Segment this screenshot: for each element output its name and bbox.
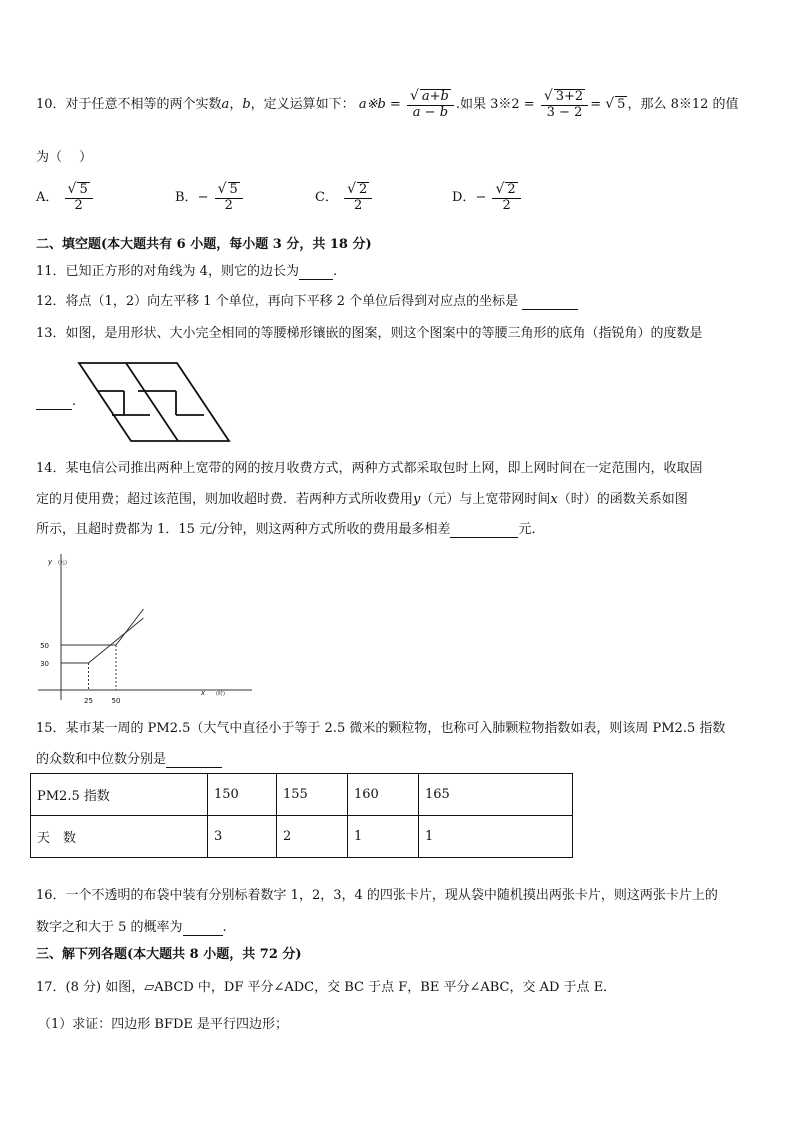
answer-blank bbox=[166, 752, 222, 768]
table-cell: 天 数 bbox=[31, 816, 208, 858]
section-2-heading: 二、填空题(本大题共有 6 小题，每小题 3 分，共 18 分) bbox=[36, 237, 372, 252]
q16-line1: 16．一个不透明的布袋中装有分别标着数字 1，2，3，4 的四张卡片，现从袋中随机摸出两张卡片，则这两张卡片上的 bbox=[36, 888, 718, 903]
option-c: C． $\frac{√ 2}{2}$ bbox=[315, 181, 374, 214]
tess-line bbox=[126, 363, 178, 441]
answer-blank bbox=[299, 264, 333, 280]
answer-blank bbox=[183, 920, 223, 936]
q12: 12．将点（1，2）向左平移 1 个单位，再向下平移 2 个单位后得到对应点的坐标是 bbox=[36, 290, 578, 310]
y-axis-label: y bbox=[48, 558, 53, 566]
q10-line1: 10．对于任意不相等的两个实数a，b，定义运算如下： a※b = $\frac{√ a+b}{a - b}$ .如果 3※2 = $\frac{√ 3+2}{3 - 2}$ = √ 5 ，那么 8※12 的值 bbox=[36, 88, 739, 120]
q15-line2: 的众数和中位数分别是 bbox=[36, 748, 222, 768]
table-row bbox=[31, 774, 573, 816]
fee-function-chart bbox=[30, 548, 270, 708]
q13-blank-line: . bbox=[36, 394, 76, 410]
def-fraction: $\frac{√ a+b}{a - b}$ bbox=[407, 88, 454, 121]
def-lhs: a※b = bbox=[358, 96, 401, 112]
q10-line2: 为（ ） bbox=[36, 150, 93, 165]
q16-line2: 数字之和大于 5 的概率为 . bbox=[36, 920, 227, 935]
table-cell: 150 bbox=[208, 774, 277, 816]
y-tick-label: 30 bbox=[40, 660, 49, 668]
outer-parallelogram bbox=[79, 363, 229, 441]
q14-line2: 定的月使用费；超过该范围，则加收超时费．若两种方式所收费用y（元）与上宽带网时间x（时）的函数关系如图 bbox=[36, 492, 688, 507]
trapezoid-tessellation-figure bbox=[76, 360, 232, 444]
sqrt-sign: √ bbox=[409, 88, 419, 104]
x-tick-label: 25 bbox=[84, 697, 93, 705]
section-3-heading: 三、解下列各题(本大题共 8 小题，共 72 分) bbox=[36, 947, 302, 962]
answer-blank bbox=[36, 394, 72, 410]
table-cell: 2 bbox=[277, 816, 348, 858]
q14-line3: 所示，且超时费都为 1．15 元/分钟，则这两种方式所收的费用最多相差 元． bbox=[36, 522, 545, 537]
table-cell: 3 bbox=[208, 816, 277, 858]
option-b: B．− $\frac{√ 5}{2}$ bbox=[175, 181, 245, 214]
var-a: a bbox=[221, 96, 230, 112]
x-tick-label: 50 bbox=[111, 697, 121, 705]
table-cell: 160 bbox=[348, 774, 419, 816]
var-b: b bbox=[242, 96, 251, 112]
table-cell: 165 bbox=[419, 774, 573, 816]
pm25-table bbox=[30, 773, 573, 858]
q14-line1: 14．某电信公司推出两种上宽带的网的按月收费方式，两种方式都采取包时上网，即上网时间在一定范围内，收取固 bbox=[36, 461, 703, 476]
q11: 11．已知正方形的对角线为 4，则它的边长为 . bbox=[36, 264, 338, 279]
table-cell: 1 bbox=[419, 816, 573, 858]
table-cell: 155 bbox=[277, 774, 348, 816]
var-x: x bbox=[550, 492, 558, 507]
var-y: y bbox=[413, 492, 421, 507]
x-axis-unit: (时) bbox=[216, 691, 225, 697]
option-a: A． $\frac{√ 5}{2}$ bbox=[36, 181, 95, 214]
q13: 13．如图，是用形状、大小完全相同的等腰梯形镶嵌的图案，则这个图案中的等腰三角形的底角（指锐角）的度数是 bbox=[36, 326, 703, 341]
option-d: D．− $\frac{√ 2}{2}$ bbox=[452, 181, 523, 214]
x-axis-label: x bbox=[201, 689, 206, 697]
answer-blank bbox=[522, 294, 578, 310]
y-axis-unit: (元) bbox=[58, 560, 67, 566]
table-cell: 1 bbox=[348, 816, 419, 858]
table-row bbox=[31, 816, 573, 858]
q10-options bbox=[36, 181, 576, 225]
q15-line1: 15．某市某一周的 PM2.5（大气中直径小于等于 2.5 微米的颗粒物，也称可入肺颗粒物指数如表，则该周 PM2.5 指数 bbox=[36, 721, 726, 736]
q17-sub1: （1）求证：四边形 BFDE 是平行四边形； bbox=[38, 1017, 289, 1032]
sqrt-sign: √ bbox=[605, 95, 615, 112]
series-line-2 bbox=[61, 609, 144, 645]
answer-blank bbox=[450, 522, 518, 538]
example-fraction: $\frac{√ 3+2}{3 - 2}$ bbox=[541, 88, 588, 121]
q17: 17．(8 分) 如图，▱ABCD 中，DF 平分∠ADC，交 BC 于点 F，BE 平分∠ABC，交 AD 于点 E． bbox=[36, 980, 617, 995]
y-tick-label: 50 bbox=[40, 642, 49, 650]
table-cell: PM2.5 指数 bbox=[31, 774, 208, 816]
sqrt-sign: √ bbox=[543, 88, 553, 104]
